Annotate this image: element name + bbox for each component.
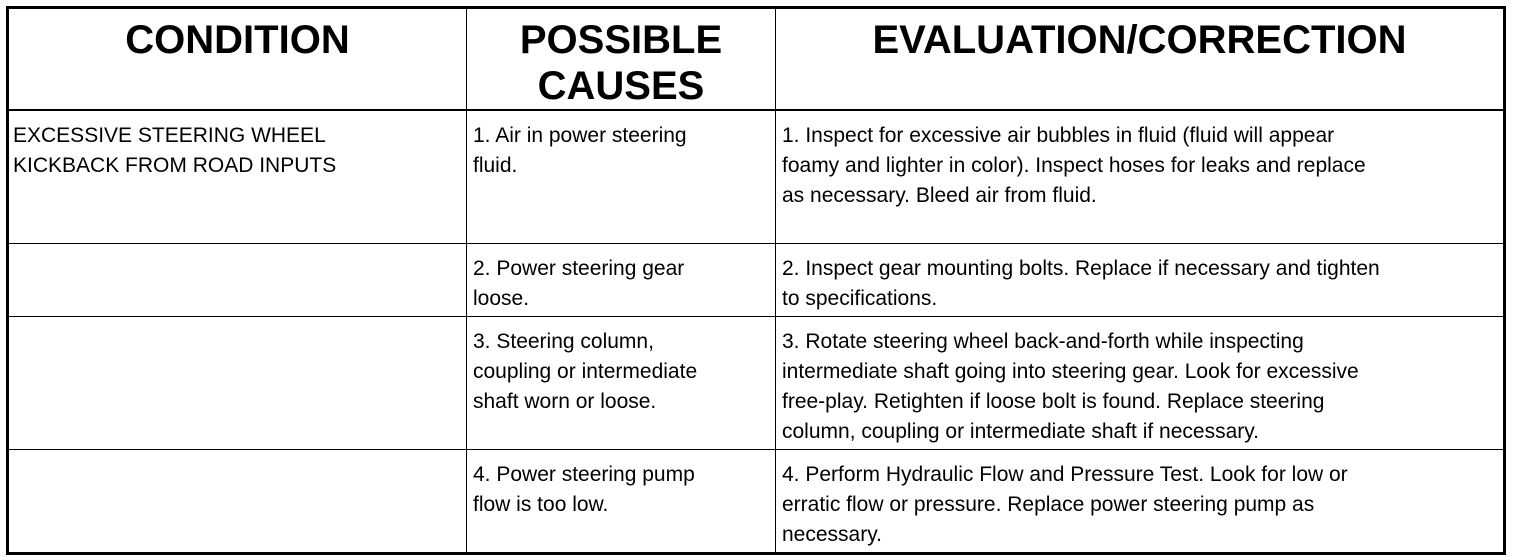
condition-text: EXCESSIVE STEERING WHEEL KICKBACK FROM ROAD INPUTS — [13, 124, 337, 177]
cause-cell — [467, 110, 776, 244]
condition-cell — [8, 317, 467, 450]
header-condition — [8, 8, 467, 111]
cause-text: 3. Steering column, coupling or intermediate shaft worn or loose. — [473, 330, 698, 413]
cause-text: 4. Power steering pump flow is too low. — [473, 463, 695, 516]
header-condition-label: CONDITION — [125, 18, 350, 62]
header-possible-causes — [467, 8, 776, 111]
correction-text: 2. Inspect gear mounting bolts. Replace if necessary and tighten to specifications. — [782, 257, 1380, 310]
diagnosis-table — [6, 6, 1506, 555]
correction-text: 4. Perform Hydraulic Flow and Pressure Test. Look for low or erratic flow or pressure. Replace power steering pump as necessary. — [782, 463, 1348, 546]
cause-cell — [467, 317, 776, 450]
header-row — [8, 8, 1505, 111]
cause-cell — [467, 450, 776, 554]
table-row — [8, 110, 1505, 244]
condition-cell — [8, 110, 467, 244]
cause-cell — [467, 244, 776, 317]
table-row — [8, 450, 1505, 554]
correction-cell — [776, 317, 1505, 450]
correction-cell — [776, 110, 1505, 244]
table-row — [8, 317, 1505, 450]
table-header — [8, 8, 1505, 111]
condition-cell — [8, 450, 467, 554]
header-evaluation-correction — [776, 8, 1505, 111]
condition-cell — [8, 244, 467, 317]
header-evaluation-label: EVALUATION/CORRECTION — [872, 18, 1407, 62]
cause-text: 1. Air in power steering fluid. — [473, 124, 687, 177]
correction-cell — [776, 450, 1505, 554]
header-possible-causes-line2: CAUSES — [537, 64, 705, 108]
correction-text: 1. Inspect for excessive air bubbles in fluid (fluid will appear foamy and lighter in color). Inspect hoses for leaks and replace as necessary. Bleed air from fluid. — [782, 124, 1366, 207]
cause-text: 2. Power steering gear loose. — [473, 257, 685, 310]
correction-cell — [776, 244, 1505, 317]
table-body — [8, 110, 1505, 554]
correction-text: 3. Rotate steering wheel back-and-forth while inspecting intermediate shaft going into steering gear. Look for excessive free-play. Retighten if loose bolt is found. Replace steering column, coupling or intermediate shaft if necessary. — [782, 330, 1359, 443]
table-row — [8, 244, 1505, 317]
header-possible-causes-line1: POSSIBLE — [519, 18, 723, 62]
